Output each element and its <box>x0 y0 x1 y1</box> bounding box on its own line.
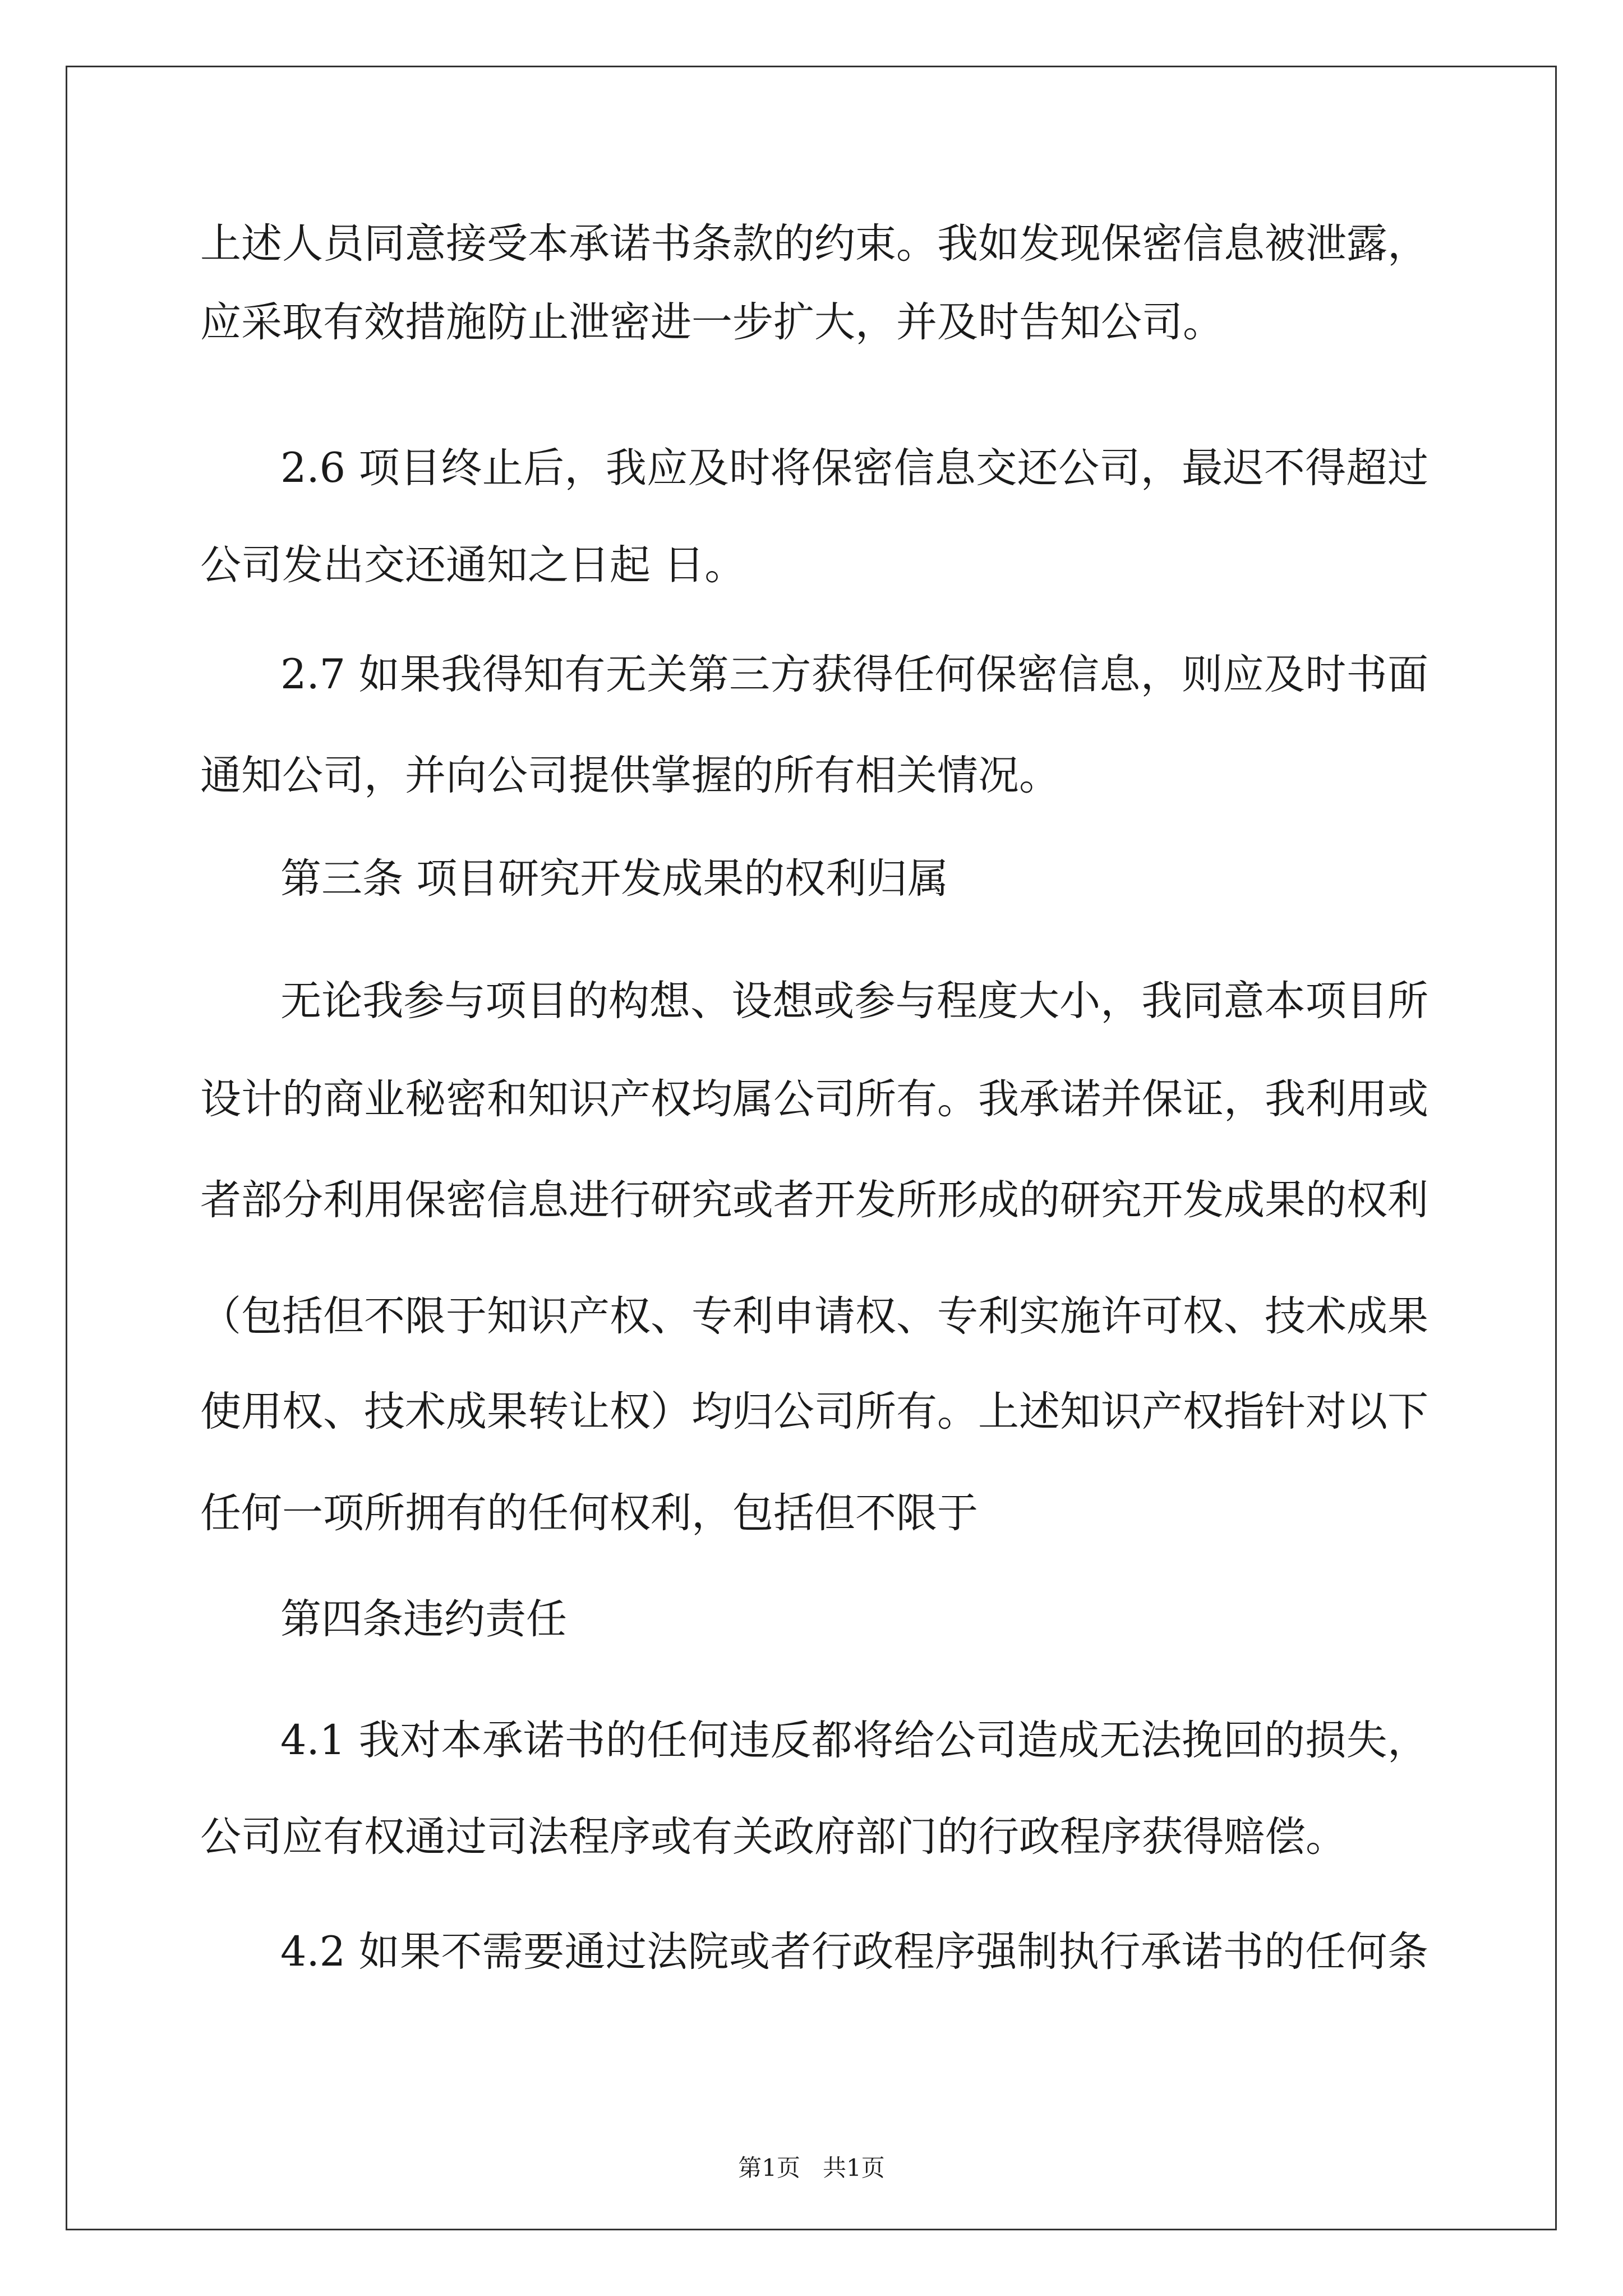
paragraph-4-1-line: 4.1 我对本承诺书的任何违反都将给公司造成无法挽回的损失， <box>280 1717 1428 1764</box>
section-heading-article-4: 第四条违约责任 <box>280 1595 567 1643</box>
body-line: 应采取有效措施防止泄密进一步扩大，并及时告知公司。 <box>200 298 1224 346</box>
paragraph-4-2-line: 4.2 如果不需要通过法院或者行政程序强制执行承诺书的任何条 <box>280 1928 1428 1976</box>
body-line: 上述人员同意接受本承诺书条款的约束。我如发现保密信息被泄露， <box>200 220 1428 268</box>
body-line: 使用权、技术成果转让权）均归公司所有。上述知识产权指针对以下 <box>200 1388 1428 1435</box>
body-line: 无论我参与项目的构想、设想或参与程度大小，我同意本项目所 <box>280 977 1428 1025</box>
page-border <box>66 66 1557 2230</box>
page-number-footer: 第1页 共1页 <box>738 2154 885 2182</box>
body-line: 通知公司，并向公司提供掌握的所有相关情况。 <box>200 752 1060 799</box>
body-line: 设计的商业秘密和知识产权均属公司所有。我承诺并保证，我利用或 <box>200 1075 1428 1123</box>
body-line: 者部分利用保密信息进行研究或者开发所形成的研究开发成果的权利 <box>200 1176 1428 1224</box>
section-heading-article-3: 第三条 项目研究开发成果的权利归属 <box>280 855 949 903</box>
body-line: （包括但不限于知识产权、专利申请权、专利实施许可权、技术成果 <box>200 1292 1428 1340</box>
body-line: 任何一项所拥有的任何权利，包括但不限于 <box>200 1489 978 1537</box>
body-line: 公司应有权通过司法程序或有关政府部门的行政程序获得赔偿。 <box>200 1813 1347 1861</box>
body-line: 公司发出交还通知之日起 日。 <box>200 541 746 589</box>
paragraph-2-7-line: 2.7 如果我得知有无关第三方获得任何保密信息，则应及时书面 <box>280 651 1428 698</box>
paragraph-2-6-line: 2.6 项目终止后，我应及时将保密信息交还公司，最迟不得超过 <box>280 444 1428 492</box>
